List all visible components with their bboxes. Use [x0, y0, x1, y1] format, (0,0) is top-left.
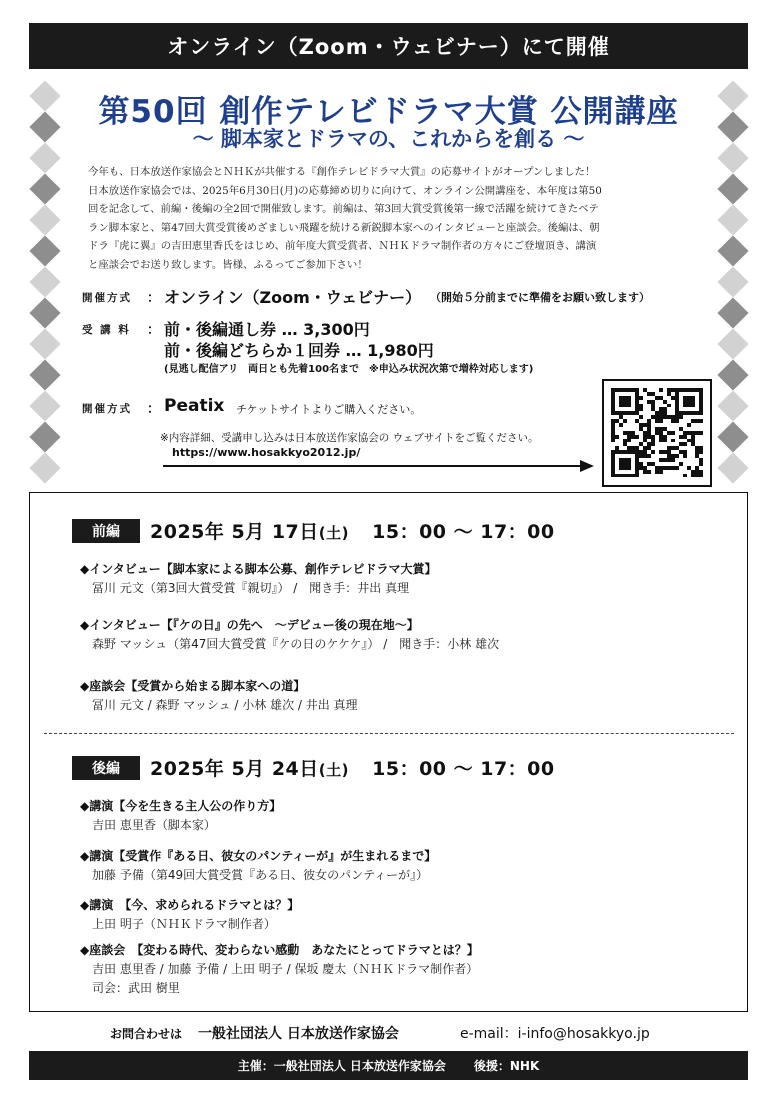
footer-bar [29, 1051, 748, 1080]
website-note: ※内容詳細、受講申し込みは日本放送作家協会の ウェブサイトをご覧ください。 [160, 432, 539, 444]
part2-weekday: (土) [318, 761, 349, 779]
arrow-line [163, 465, 583, 467]
format-note: （開始５分前までに準備をお願い致します） [430, 291, 650, 304]
fee-line-full: 前・後編通し券 … 3,300円 [164, 320, 370, 339]
right-diamond-decoration [718, 85, 758, 485]
diamond-shape [29, 452, 60, 483]
qr-code-pattern [611, 388, 703, 478]
part2-moderator: 司会：武田 樹里 [92, 981, 180, 995]
part2-item-title: ◆講演【今を生きる主人公の作り方】 [80, 799, 282, 813]
qr-code[interactable] [602, 379, 712, 487]
part2-tag: 後編 [72, 756, 140, 780]
diamond-shape [29, 111, 60, 142]
ticket-note: チケットサイトよりご購入ください。 [236, 403, 422, 416]
diamond-shape [29, 328, 60, 359]
diamond-shape [29, 421, 60, 452]
format-colon: ： [147, 291, 161, 306]
diamond-shape [717, 235, 748, 266]
diamond-shape [29, 235, 60, 266]
diamond-shape [717, 80, 748, 111]
diamond-shape [29, 390, 60, 421]
fee-colon: ： [147, 323, 161, 338]
arrow-head-icon [580, 460, 594, 472]
part2-date [150, 754, 555, 781]
diamond-shape [717, 204, 748, 235]
part2-item-detail: 上田 明子（ＮＨＫドラマ制作者） [92, 917, 276, 931]
diamond-shape [29, 266, 60, 297]
fee-line-single: 前・後編どちらか１回券 … 1,980円 [164, 341, 434, 360]
intro-line: と座談会でお送り致します。皆様、ふるってご参加下さい！ [88, 258, 368, 271]
diamond-shape [717, 390, 748, 421]
part1-item-detail: 冨川 元文 / 森野 マッシュ / 小林 雄次 / 井出 真理 [92, 698, 358, 712]
diamond-shape [29, 142, 60, 173]
diamond-shape [717, 421, 748, 452]
ticket-colon: ： [147, 402, 161, 417]
part1-time: 15：00 〜 17：00 [372, 521, 555, 543]
intro-line: 日本放送作家協会では、2025年6月30日(月)の応募締め切りに向けて、オンライン公開講座を、本年度は第50 [88, 184, 602, 197]
intro-line: ドラ『虎に翼』の吉田恵里香氏をはじめ、前年度大賞受賞者、ＮＨＫドラマ制作者の方々にご登壇頂き、講演 [88, 240, 597, 253]
part1-item-title: ◆インタビュー【『ケの日』の先へ 〜デビュー後の現在地〜】 [80, 618, 419, 632]
part2-item-title: ◆講演【受賞作『ある日、彼女のパンティーが』が生まれるまで】 [80, 849, 437, 863]
footer-organizer: 主催：一般社団法人 日本放送作家協会 [237, 1059, 446, 1073]
diamond-shape [29, 204, 60, 235]
page-title: 第50回 創作テレビドラマ大賞 公開講座 [98, 94, 679, 130]
part2-item-title: ◆講演 【今、求められるドラマとは？】 [80, 898, 300, 912]
top-banner: オンライン（Zoom・ウェビナー）にて開催 [29, 23, 748, 69]
intro-line: ラン脚本家と、第47回大賞受賞後めざましい飛躍を続ける新鋭脚本家へのインタビューと座談会。後編は、朝 [88, 221, 600, 234]
diamond-shape [717, 173, 748, 204]
part1-item-title: ◆座談会【受賞から始まる脚本家への道】 [80, 679, 306, 693]
ticket-label: 開催方式 [82, 403, 132, 415]
contact-email-link[interactable]: e-mail：i-info@hosakkyo.jp [460, 1026, 650, 1042]
part1-item-title: ◆インタビュー【脚本家による脚本公募、創作テレビドラマ大賞】 [80, 562, 437, 576]
diamond-shape [29, 297, 60, 328]
diamond-shape [717, 111, 748, 142]
part1-date [150, 517, 555, 544]
part2-time: 15：00 〜 17：00 [372, 758, 555, 780]
part2-item-detail: 吉田 恵里香 / 加藤 予備 / 上田 明子 / 保坂 慶太（ＮＨＫドラマ制作者） [92, 962, 479, 976]
diamond-shape [717, 142, 748, 173]
part1-weekday: (土) [318, 524, 349, 542]
intro-line: 回を記念して、前編・後編の全2回で開催致します。前編は、第3回大賞受賞後第一線で活躍を続けてきたベテ [88, 203, 599, 216]
part1-tag: 前編 [72, 519, 140, 543]
part2-item-detail: 加藤 予備（第49回大賞受賞『ある日、彼女のパンティーが』） [92, 868, 429, 882]
format-label: 開催方式 [82, 292, 132, 304]
intro-paragraph [88, 163, 700, 275]
page-subtitle: 〜 脚本家とドラマの、これからを創る 〜 [192, 127, 585, 151]
diamond-shape [717, 359, 748, 390]
part1-item-detail: 森野 マッシュ（第47回大賞受賞『ケの日のケケケ』） / 聞き手：小林 雄次 [92, 637, 500, 651]
fee-label: 受 講 料 [82, 324, 131, 336]
footer-sponsor: 後援：NHK [473, 1059, 540, 1073]
section-divider [44, 733, 734, 734]
diamond-shape [29, 80, 60, 111]
contact-org: 一般社団法人 日本放送作家協会 [198, 1026, 399, 1042]
part1-item-detail: 冨川 元文（第3回大賞受賞『親切』） / 聞き手：井出 真理 [92, 581, 410, 595]
fee-note: (見逃し配信アリ 両日とも先着100名まで ※申込み状況次第で増枠対応します) [164, 364, 534, 375]
schedule-box [29, 492, 748, 1012]
website-url-link[interactable]: https://www.hosakkyo2012.jp/ [172, 446, 361, 459]
part1-date-text: 2025年 5月 17日 [150, 521, 319, 543]
intro-line: 今年も、日本放送作家協会とＮＨＫが共催する『創作テレビドラマ大賞』の応募サイトがオープンしました！ [88, 166, 596, 178]
part2-item-detail: 吉田 恵里香（脚本家） [92, 818, 216, 832]
contact-label: お問合わせは [110, 1027, 183, 1041]
format-value: オンライン（Zoom・ウェビナー） [164, 288, 422, 307]
diamond-shape [29, 173, 60, 204]
ticket-value: Peatix [164, 396, 225, 416]
part2-date-text: 2025年 5月 24日 [150, 758, 319, 780]
diamond-shape [717, 266, 748, 297]
diamond-shape [717, 328, 748, 359]
diamond-shape [717, 452, 748, 483]
diamond-shape [29, 359, 60, 390]
part2-item-title: ◆座談会 【変わる時代、変わらない感動 あなたにとってドラマとは？】 [80, 943, 479, 957]
diamond-shape [717, 297, 748, 328]
